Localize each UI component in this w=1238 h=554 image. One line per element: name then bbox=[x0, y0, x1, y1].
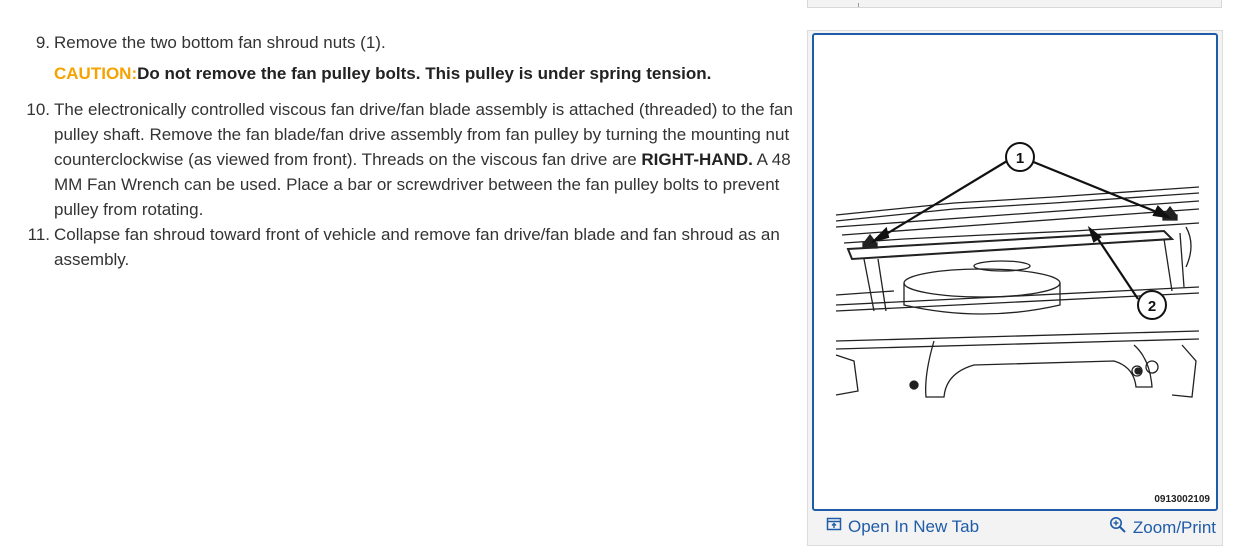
step-9 bbox=[0, 30, 810, 55]
caution-note bbox=[0, 61, 810, 86]
figure-frame[interactable] bbox=[812, 33, 1218, 511]
step-text: Remove the two bottom fan shroud nuts (1). bbox=[54, 33, 386, 52]
magnifier-zoom-icon bbox=[1109, 516, 1127, 539]
zoom-print-link[interactable] bbox=[1109, 516, 1216, 539]
open-in-new-tab-label: Open In New Tab bbox=[848, 516, 980, 536]
zoom-print-label: Zoom/Print bbox=[1132, 517, 1216, 537]
step-text: Collapse fan shroud toward front of vehicle and remove fan drive/fan blade and fan shroud as an assembly. bbox=[54, 225, 780, 269]
figure-panel bbox=[807, 30, 1223, 546]
fan-shroud-illustration bbox=[834, 135, 1204, 435]
callout-1: 1 bbox=[1015, 150, 1025, 167]
step-10 bbox=[0, 97, 810, 222]
procedure-steps bbox=[0, 30, 810, 272]
step-number: 10. bbox=[26, 100, 50, 119]
previous-figure-panel-edge bbox=[807, 0, 1222, 8]
step-number: 11. bbox=[27, 225, 50, 244]
step-text: The electronically controlled viscous fan drive/fan blade assembly is attached (threaded) to the fan pulley shaft. Remove the fan blade/fan drive assembly from fan pulley by turning the mounting nut counterclockwise (as viewed from front). Threads on the viscous fan drive are bbox=[54, 100, 793, 169]
open-in-new-tab-link[interactable] bbox=[826, 516, 979, 537]
figure-actions bbox=[808, 513, 1222, 543]
step-number: 9. bbox=[35, 33, 50, 52]
caution-label: CAUTION: bbox=[54, 64, 138, 83]
caution-text: Do not remove the fan pulley bolts. This pulley is under spring tension. bbox=[137, 64, 712, 83]
open-in-new-tab-icon bbox=[826, 516, 842, 537]
panel-edge-mark bbox=[858, 3, 867, 7]
callout-2: 2 bbox=[1147, 298, 1157, 315]
figure-id: 0913002109 bbox=[1154, 494, 1210, 505]
step-11 bbox=[0, 222, 810, 272]
step-emphasis: RIGHT-HAND. bbox=[641, 150, 753, 169]
step-text-continued: A 48 MM Fan Wrench can be used. Place a bar or screwdriver between the fan pulley bolts to prevent pulley from rotating. bbox=[54, 150, 791, 219]
